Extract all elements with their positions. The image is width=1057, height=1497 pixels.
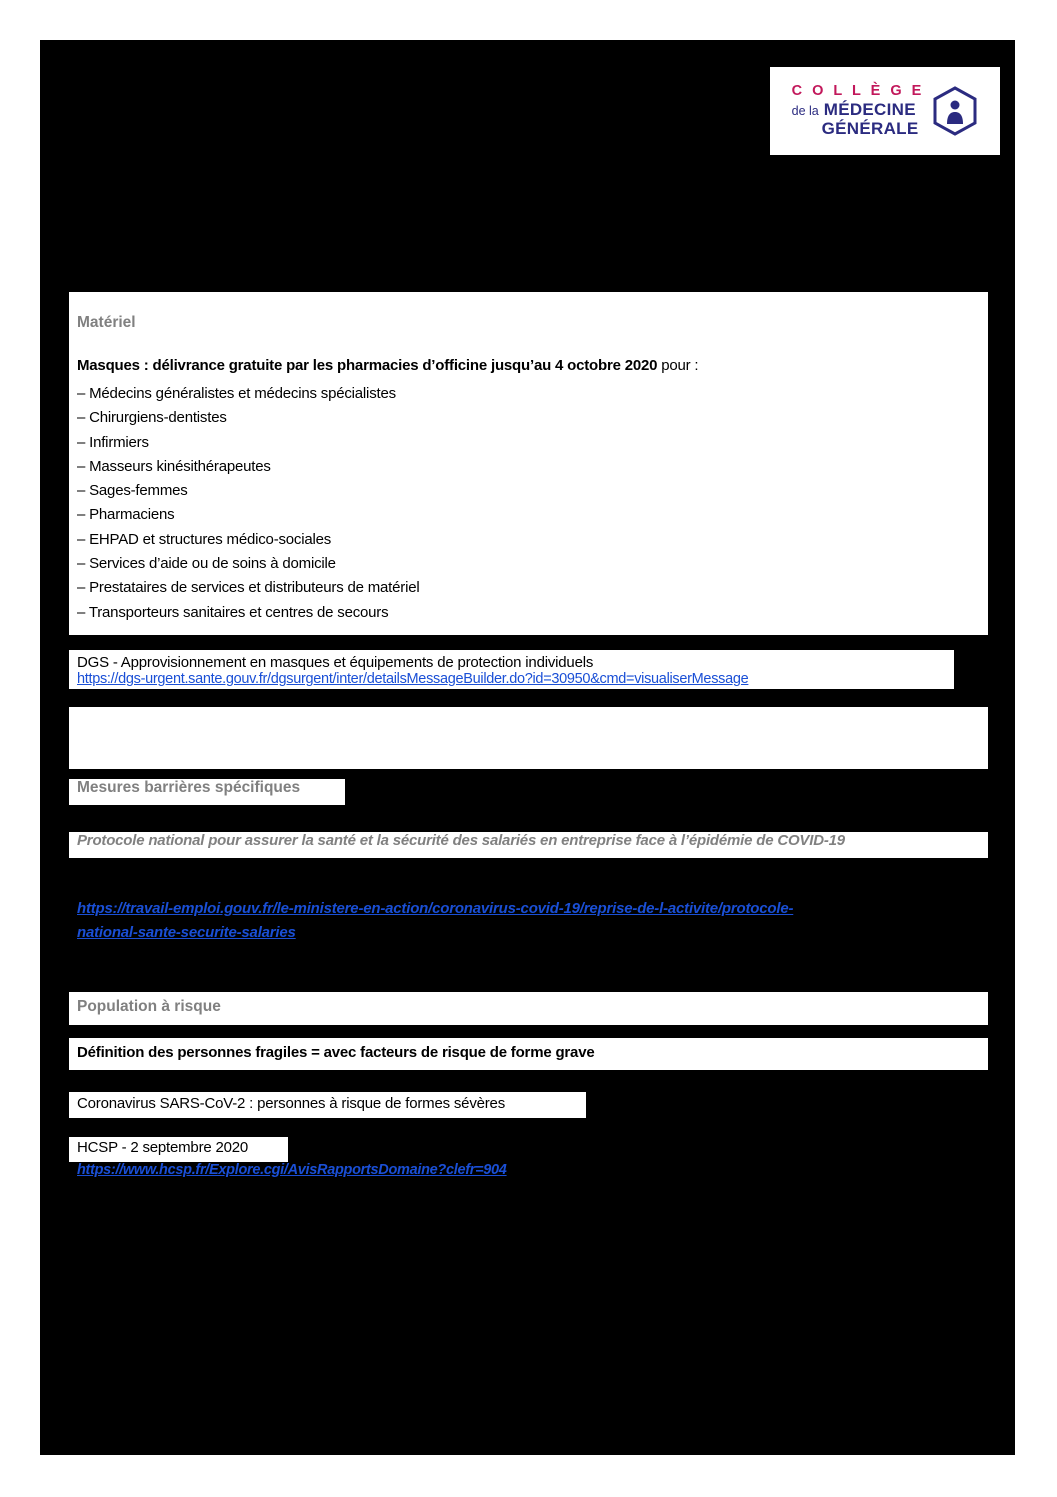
population-definition: Définition des personnes fragiles = avec facteurs de risque de forme grave <box>77 1044 595 1061</box>
list-item: – Prestataires de services et distributeurs de matériel <box>77 579 420 597</box>
list-item: – Chirurgiens-dentistes <box>77 409 227 427</box>
protocol-link-line-1[interactable]: https://travail-emploi.gouv.fr/le-ministere-en-action/coronavirus-covid-19/reprise-de-l-activite/protocole- <box>77 900 794 917</box>
materiel-beneficiaries-list <box>69 382 988 625</box>
source-dgs-link[interactable]: https://dgs-urgent.sante.gouv.fr/dgsurgent/inter/detailsMessageBuilder.do?id=30950&cmd=visualiserMessage <box>77 671 749 687</box>
logo-line-dela: de la <box>791 103 819 118</box>
masques-statement <box>69 357 988 374</box>
section-heading-population: Population à risque <box>77 998 221 1015</box>
section-mesures-barrieres <box>69 779 345 805</box>
logo-cmg <box>770 67 1000 155</box>
page-margin-top <box>0 0 1057 40</box>
list-item: – Masseurs kinésithérapeutes <box>77 457 271 475</box>
list-item: – Infirmiers <box>77 433 149 451</box>
source-dgs-label: DGS - Approvisionnement en masques et équipements de protection individuels <box>77 654 594 671</box>
protocol-link-group <box>69 897 1057 947</box>
spacer-band <box>69 707 988 769</box>
protocol-title: Protocole national pour assurer la santé et la sécurité des salariés en entreprise face à l’épidémie de COVID-19 <box>77 832 845 849</box>
logo-line-college: C O L L È G E <box>791 83 925 100</box>
page-margin-right <box>1015 0 1057 1497</box>
section-heading-materiel: Matériel <box>77 314 136 331</box>
coronavirus-risk-line: Coronavirus SARS-CoV-2 : personnes à risque de formes sévères <box>77 1095 506 1112</box>
population-definition-band <box>69 1038 988 1070</box>
source-hcsp-link-group <box>69 1162 1057 1188</box>
section-population-a-risque <box>69 992 988 1025</box>
page-margin-bottom <box>0 1455 1057 1497</box>
masques-statement-bold: Masques : délivrance gratuite par les pharmacies d’officine jusqu’au 4 octobre 2020 <box>77 357 658 374</box>
list-item: – Services d’aide ou de soins à domicile <box>77 555 336 573</box>
source-hcsp-link[interactable]: https://www.hcsp.fr/Explore.cgi/AvisRapportsDomaine?clefr=904 <box>77 1162 507 1178</box>
section-materiel <box>69 292 988 635</box>
logo-line-medecine: MÉDECINE <box>823 99 916 119</box>
list-item: – Médecins généralistes et médecins spécialistes <box>77 385 396 402</box>
list-item: – Transporteurs sanitaires et centres de secours <box>77 603 389 621</box>
page-margin-left <box>0 0 40 1497</box>
list-item: – Sages-femmes <box>77 482 188 500</box>
protocol-title-band <box>69 832 988 858</box>
list-item: – EHPAD et structures médico-sociales <box>77 530 332 548</box>
source-dgs <box>69 650 954 689</box>
hexagon-person-icon <box>932 86 978 136</box>
coronavirus-risk-band <box>69 1092 586 1118</box>
logo-line-generale: GÉNÉRALE <box>821 119 919 139</box>
source-hcsp-label: HCSP - 2 septembre 2020 <box>77 1139 249 1156</box>
section-heading-mesures: Mesures barrières spécifiques <box>77 779 301 796</box>
protocol-link-line-2[interactable]: national-sante-securite-salaries <box>77 924 296 941</box>
list-item: – Pharmaciens <box>77 506 175 524</box>
source-hcsp-band <box>69 1137 288 1162</box>
masques-statement-tail: pour : <box>657 357 699 374</box>
